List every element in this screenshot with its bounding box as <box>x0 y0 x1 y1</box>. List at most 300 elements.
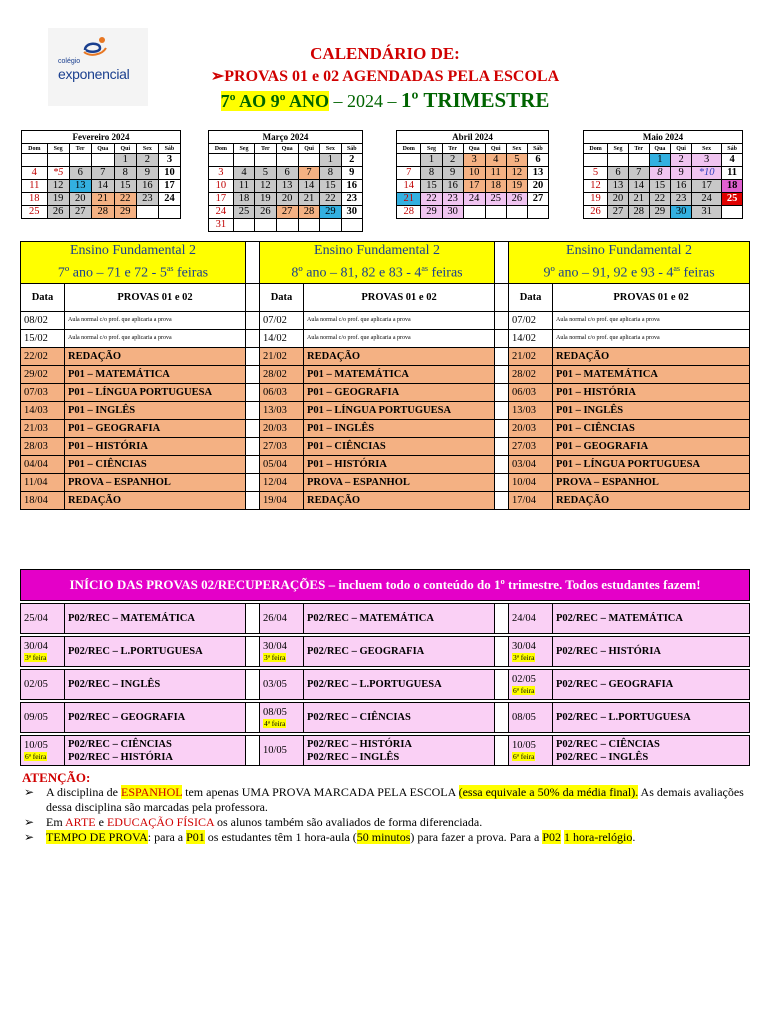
calendar-day: 24 <box>209 206 234 219</box>
recovery-subject: P02/REC – GEOGRAFIA <box>68 712 186 723</box>
calendar-day: 28 <box>628 206 649 219</box>
recovery-subject: P02/REC – HISTÓRIA <box>556 646 662 657</box>
exam-subject: Aula normal c/o prof. que aplicaria a prova <box>65 329 246 347</box>
column-spacer <box>246 473 260 491</box>
calendar-day: 30 <box>442 206 463 219</box>
calendar-day: 28 <box>298 206 319 219</box>
calendar-day: 3 <box>463 154 485 167</box>
calendar-day: 6 <box>276 167 298 180</box>
calendar-day <box>722 206 743 219</box>
column-spacer <box>246 242 260 284</box>
title-line-3 <box>150 88 620 113</box>
calendar-day-header: Qui <box>485 144 506 154</box>
recovery-subjects <box>553 703 750 733</box>
calendar-day <box>628 154 649 167</box>
calendar-day: 19 <box>255 193 276 206</box>
calendar-day: 23 <box>671 193 692 206</box>
weekday-note: 3ª feira <box>25 652 47 662</box>
exam-subject: Aula normal c/o prof. que aplicaria a prova <box>304 311 495 329</box>
exam-date: 15/02 <box>21 329 65 347</box>
calendar-day <box>527 206 548 219</box>
exam-subject: P01 – INGLÊS <box>553 401 750 419</box>
column-spacer <box>495 637 509 667</box>
recovery-subject: P02/REC – CIÊNCIAS <box>307 712 411 723</box>
recovery-date <box>260 604 304 634</box>
exam-subject: REDAÇÃO <box>304 491 495 509</box>
column-spacer <box>495 491 509 509</box>
calendar-day-header: Qui <box>671 144 692 154</box>
recovery-subjects <box>304 670 495 700</box>
exam-subject: PROVA – ESPANHOL <box>304 473 495 491</box>
calendar-day-header: Qui <box>114 144 136 154</box>
calendar-day: 18 <box>722 180 743 193</box>
calendar-day: 17 <box>463 180 485 193</box>
note-item-tempo <box>22 830 748 845</box>
schedule-table <box>20 241 750 510</box>
calendar-day <box>47 154 69 167</box>
recovery-subject: P02/REC – GEOGRAFIA <box>556 679 674 690</box>
recovery-subjects <box>304 736 495 766</box>
calendar-day: 8 <box>320 167 341 180</box>
exam-date: 13/03 <box>260 401 304 419</box>
calendar-day-header: Sex <box>692 144 722 154</box>
note-text: os alunos também são avaliados de forma diferenciada. <box>213 815 483 829</box>
recovery-subject: P02/REC – MATEMÁTICA <box>68 613 195 624</box>
calendar-day-header: Seg <box>47 144 69 154</box>
col-header-date: Data <box>509 283 553 311</box>
recovery-subjects <box>65 736 246 766</box>
group-classes: 8º ano – 81, 82 e 83 - 4 <box>291 265 422 281</box>
calendar-day <box>209 154 234 167</box>
calendar-day-header: Qua <box>91 144 114 154</box>
column-spacer <box>246 455 260 473</box>
calendar-day: 5 <box>584 167 608 180</box>
column-spacer <box>495 703 509 733</box>
calendar-day: 2 <box>341 154 362 167</box>
recovery-date <box>260 703 304 733</box>
note-text: tem apenas UMA PROVA MARCADA PELA ESCOLA <box>182 785 459 799</box>
column-spacer <box>246 637 260 667</box>
calendar-day: 24 <box>158 193 180 206</box>
weekday-note: 4ª feira <box>264 718 286 728</box>
group-days: feiras <box>428 265 463 281</box>
calendar-day: 31 <box>692 206 722 219</box>
group-subtitle <box>509 260 749 283</box>
calendar-day: 11 <box>22 180 48 193</box>
exam-date: 08/02 <box>21 311 65 329</box>
calendar-day: 11 <box>722 167 743 180</box>
exam-subject: Aula normal c/o prof. que aplicaria a prova <box>553 329 750 347</box>
exam-subject: P01 – LÍNGUA PORTUGUESA <box>304 401 495 419</box>
calendar-day: 14 <box>298 180 319 193</box>
calendar-day: 6 <box>69 167 91 180</box>
recovery-date-value: 03/05 <box>263 679 287 690</box>
calendar-day <box>298 154 319 167</box>
calendar-title: Abril 2024 <box>397 131 549 144</box>
calendar-abril <box>396 130 549 219</box>
calendar-day: 4 <box>485 154 506 167</box>
exam-date: 10/04 <box>509 473 553 491</box>
column-spacer <box>495 311 509 329</box>
calendar-day: 16 <box>341 180 362 193</box>
calendar-day: 12 <box>255 180 276 193</box>
note-highlight: P01 <box>186 830 205 844</box>
note-item-arte <box>22 815 748 830</box>
calendar-day: 20 <box>276 193 298 206</box>
group-header <box>509 242 750 284</box>
calendar-day: 2 <box>442 154 463 167</box>
calendar-day-header: Dom <box>209 144 234 154</box>
group-title: Ensino Fundamental 2 <box>566 243 693 258</box>
recovery-subject: P02/REC – INGLÊS <box>68 679 161 690</box>
calendar-title: Fevereiro 2024 <box>22 131 181 144</box>
note-red-text: ARTE <box>65 815 96 829</box>
arrow-right-icon: ➢ <box>24 830 35 844</box>
calendar-day-header: Sáb <box>527 144 548 154</box>
recovery-subjects <box>304 637 495 667</box>
column-spacer <box>495 401 509 419</box>
group-sup: as <box>673 264 681 273</box>
calendar-day <box>233 219 254 232</box>
recovery-date <box>260 637 304 667</box>
recovery-date-value: 02/05 <box>512 673 536 685</box>
recovery-subjects <box>553 736 750 766</box>
calendar-day: 20 <box>608 193 629 206</box>
recovery-subject: P02/REC – MATEMÁTICA <box>556 613 683 624</box>
calendar-day: 15 <box>114 180 136 193</box>
calendar-day <box>397 154 421 167</box>
recovery-date <box>260 736 304 766</box>
exam-date: 04/04 <box>21 455 65 473</box>
calendar-day: 13 <box>276 180 298 193</box>
exam-date: 27/03 <box>509 437 553 455</box>
exam-date: 14/02 <box>509 329 553 347</box>
exam-subject: P01 – LÍNGUA PORTUGUESA <box>553 455 750 473</box>
note-text: As demais avaliações dessa disciplina são marcadas pela professora. <box>46 785 744 814</box>
calendar-day: 3 <box>209 167 234 180</box>
note-highlight: (essa equivale a 50% da média final). <box>458 785 639 799</box>
note-item-espanhol <box>22 785 748 815</box>
recovery-date-value: 02/05 <box>24 679 48 690</box>
recovery-subject: P02/REC – GEOGRAFIA <box>307 646 425 657</box>
calendar-day: 3 <box>158 154 180 167</box>
weekday-note: 6ª feira <box>513 685 535 695</box>
recovery-subject: P02/REC – HISTÓRIA <box>68 751 174 763</box>
calendar-day <box>276 219 298 232</box>
calendar-day: 26 <box>47 206 69 219</box>
calendar-day: 13 <box>608 180 629 193</box>
recovery-date-value: 30/04 <box>512 640 536 652</box>
group-subtitle <box>260 260 494 283</box>
exam-date: 14/03 <box>21 401 65 419</box>
calendar-day: 29 <box>114 206 136 219</box>
recovery-header: INÍCIO DAS PROVAS 02/RECUPERAÇÕES – incluem todo o conteúdo do 1º trimestre. Todos estudantes fazem! <box>21 570 750 601</box>
title-line-1: CALENDÁRIO DE: <box>310 44 460 63</box>
calendar-day-header: Sáb <box>722 144 743 154</box>
calendar-day-header: Qua <box>649 144 671 154</box>
calendar-day: 24 <box>463 193 485 206</box>
calendar-day: 2 <box>136 154 158 167</box>
column-spacer <box>246 670 260 700</box>
recovery-date <box>260 670 304 700</box>
exam-date: 03/04 <box>509 455 553 473</box>
schedule-row <box>21 419 750 437</box>
group-classes: 7º ano – 71 e 72 - 5 <box>57 265 167 281</box>
schedule-row <box>21 347 750 365</box>
calendar-day: 14 <box>397 180 421 193</box>
exam-date: 28/02 <box>509 365 553 383</box>
weekday-note: 6ª feira <box>25 751 47 761</box>
calendar-day <box>320 219 341 232</box>
exam-subject: P01 – MATEMÁTICA <box>304 365 495 383</box>
column-spacer <box>495 365 509 383</box>
note-text: A disciplina de <box>46 785 121 799</box>
exam-date: 29/02 <box>21 365 65 383</box>
note-highlight: ESPANHOL <box>121 785 183 799</box>
school-logo <box>48 28 148 106</box>
exam-date: 06/03 <box>260 383 304 401</box>
group-subtitle <box>21 260 245 283</box>
recovery-date <box>21 670 65 700</box>
calendar-day: 9 <box>671 167 692 180</box>
calendar-day: 21 <box>628 193 649 206</box>
recovery-subject: P02/REC – L.PORTUGUESA <box>68 646 203 657</box>
calendar-day: 17 <box>158 180 180 193</box>
col-header-date: Data <box>260 283 304 311</box>
calendar-day: 29 <box>320 206 341 219</box>
recovery-subjects <box>304 703 495 733</box>
calendar-day: 25 <box>485 193 506 206</box>
recovery-row <box>21 703 750 733</box>
schedule-row <box>21 383 750 401</box>
calendar-day: 12 <box>584 180 608 193</box>
calendar-day: 10 <box>209 180 234 193</box>
notes-title: ATENÇÃO: <box>22 770 91 785</box>
calendar-day: 12 <box>47 180 69 193</box>
calendar-day: 3 <box>692 154 722 167</box>
column-spacer <box>495 283 509 311</box>
calendar-day: 9 <box>442 167 463 180</box>
calendar-day-header: Sáb <box>341 144 362 154</box>
column-spacer <box>495 670 509 700</box>
recovery-row <box>21 637 750 667</box>
calendar-day: 23 <box>442 193 463 206</box>
recovery-date-value: 25/04 <box>24 613 48 624</box>
schedule-row <box>21 437 750 455</box>
column-spacer <box>246 604 260 634</box>
calendar-day: 17 <box>692 180 722 193</box>
schedule-row <box>21 365 750 383</box>
calendar-day-header: Seg <box>608 144 629 154</box>
recovery-date-value: 09/05 <box>24 712 48 723</box>
calendar-day <box>158 206 180 219</box>
calendar-day: 12 <box>506 167 527 180</box>
weekday-note: 6ª feira <box>513 751 535 761</box>
exam-subject: P01 – HISTÓRIA <box>304 455 495 473</box>
col-header-subject: PROVAS 01 e 02 <box>304 283 495 311</box>
schedule-row <box>21 455 750 473</box>
calendar-day: 8 <box>114 167 136 180</box>
calendar-day: 9 <box>136 167 158 180</box>
schedule-row <box>21 401 750 419</box>
exam-date: 05/04 <box>260 455 304 473</box>
recovery-subjects <box>304 604 495 634</box>
column-spacer <box>246 491 260 509</box>
recovery-date <box>509 703 553 733</box>
calendar-day <box>506 206 527 219</box>
calendar-maio <box>583 130 743 219</box>
schedule-row <box>21 329 750 347</box>
calendar-day: 16 <box>671 180 692 193</box>
note-text: : para a <box>147 830 187 844</box>
calendar-day-header: Seg <box>233 144 254 154</box>
calendar-day: 19 <box>47 193 69 206</box>
calendar-day: 5 <box>506 154 527 167</box>
calendar-day: 27 <box>69 206 91 219</box>
title-line-2-text: PROVAS 01 e 02 AGENDADAS PELA ESCOLA <box>224 68 560 85</box>
recovery-date <box>509 637 553 667</box>
exam-date: 19/04 <box>260 491 304 509</box>
recovery-subjects <box>553 604 750 634</box>
recovery-subjects <box>553 637 750 667</box>
calendar-day: 26 <box>255 206 276 219</box>
calendar-day <box>463 206 485 219</box>
calendar-day: 1 <box>114 154 136 167</box>
group-header <box>21 242 246 284</box>
exam-date: 17/04 <box>509 491 553 509</box>
column-spacer <box>495 455 509 473</box>
recovery-row <box>21 736 750 766</box>
exam-subject: P01 – CIÊNCIAS <box>304 437 495 455</box>
logo-brand: exponencial <box>58 66 130 82</box>
calendar-day: 29 <box>649 206 671 219</box>
calendar-day: 7 <box>298 167 319 180</box>
column-spacer <box>246 736 260 766</box>
calendar-day: 28 <box>397 206 421 219</box>
exam-subject: Aula normal c/o prof. que aplicaria a prova <box>553 311 750 329</box>
calendar-day: 26 <box>506 193 527 206</box>
note-highlight: 1 hora-relógio <box>564 830 633 844</box>
column-spacer <box>495 347 509 365</box>
calendar-day: 10 <box>463 167 485 180</box>
calendar-day: 18 <box>22 193 48 206</box>
calendar-day <box>233 154 254 167</box>
column-spacer <box>495 736 509 766</box>
note-highlight: 50 minutos <box>356 830 411 844</box>
title-line-2 <box>150 66 620 86</box>
calendar-day: 15 <box>649 180 671 193</box>
group-days: feiras <box>680 265 715 281</box>
calendar-day: 1 <box>320 154 341 167</box>
exam-subject: REDAÇÃO <box>553 347 750 365</box>
calendar-day <box>255 154 276 167</box>
exam-date: 07/03 <box>21 383 65 401</box>
calendar-day: 22 <box>649 193 671 206</box>
calendar-day <box>584 154 608 167</box>
exam-subject: P01 – CIÊNCIAS <box>65 455 246 473</box>
exam-date: 11/04 <box>21 473 65 491</box>
calendar-day-header: Dom <box>584 144 608 154</box>
exam-date: 20/03 <box>260 419 304 437</box>
recovery-date <box>509 670 553 700</box>
exam-subject: P01 – CIÊNCIAS <box>553 419 750 437</box>
logo-sub: colégio <box>58 58 81 65</box>
group-classes: 9º ano – 91, 92 e 93 - 4 <box>543 265 674 281</box>
calendar-day: 10 <box>158 167 180 180</box>
exam-subject: P01 – INGLÊS <box>65 401 246 419</box>
exam-subject: REDAÇÃO <box>65 347 246 365</box>
note-text: . <box>632 830 636 844</box>
exam-date: 13/03 <box>509 401 553 419</box>
recovery-date-value: 30/04 <box>24 640 48 652</box>
exam-subject: P01 – HISTÓRIA <box>553 383 750 401</box>
exam-subject: P01 – GEOGRAFIA <box>65 419 246 437</box>
note-red-text: EDUCAÇÃO FÍSICA <box>106 815 214 829</box>
year: – 2024 – <box>333 91 397 111</box>
calendar-day: 23 <box>341 193 362 206</box>
calendar-marco <box>208 130 363 232</box>
column-spacer <box>495 419 509 437</box>
calendar-day: 23 <box>136 193 158 206</box>
recovery-date-value: 08/05 <box>512 712 536 723</box>
exam-date: 12/04 <box>260 473 304 491</box>
calendar-day: 15 <box>320 180 341 193</box>
recovery-subjects <box>553 670 750 700</box>
calendar-day-header: Qui <box>298 144 319 154</box>
recovery-table <box>20 569 750 766</box>
calendar-day: 16 <box>136 180 158 193</box>
calendar-day: 19 <box>584 193 608 206</box>
column-spacer <box>495 604 509 634</box>
calendar-day: 8 <box>421 167 442 180</box>
calendar-day: *5 <box>47 167 69 180</box>
exam-date: 28/02 <box>260 365 304 383</box>
recovery-date <box>21 703 65 733</box>
arrow-right-icon: ➢ <box>210 68 225 85</box>
calendar-day: 21 <box>397 193 421 206</box>
calendar-day <box>22 154 48 167</box>
note-text: e <box>95 815 107 829</box>
calendar-day: 20 <box>69 193 91 206</box>
note-text: ) para fazer a prova. Para a <box>410 830 543 844</box>
exam-date: 20/03 <box>509 419 553 437</box>
group-title: Ensino Fundamental 2 <box>70 243 196 258</box>
calendar-day-header: Seg <box>421 144 442 154</box>
grade-range: 7º AO 9º ANO <box>220 91 330 111</box>
column-spacer <box>246 401 260 419</box>
calendar-day: 20 <box>527 180 548 193</box>
recovery-subject: P02/REC – MATEMÁTICA <box>307 613 434 624</box>
calendar-day: 22 <box>114 193 136 206</box>
calendar-day: 24 <box>692 193 722 206</box>
calendar-day <box>276 154 298 167</box>
calendar-day: 14 <box>91 180 114 193</box>
calendar-day: *10 <box>692 167 722 180</box>
calendar-day: 26 <box>584 206 608 219</box>
recovery-date <box>509 736 553 766</box>
calendar-day-header: Sáb <box>158 144 180 154</box>
calendar-day: 6 <box>527 154 548 167</box>
calendar-day: 14 <box>628 180 649 193</box>
calendar-day: 9 <box>341 167 362 180</box>
calendar-day: 13 <box>527 167 548 180</box>
recovery-subjects <box>65 604 246 634</box>
arrow-right-icon: ➢ <box>24 815 35 829</box>
exam-subject: P01 – LÍNGUA PORTUGUESA <box>65 383 246 401</box>
calendar-day-header: Ter <box>69 144 91 154</box>
calendar-day: 13 <box>69 180 91 193</box>
calendar-day: 27 <box>276 206 298 219</box>
